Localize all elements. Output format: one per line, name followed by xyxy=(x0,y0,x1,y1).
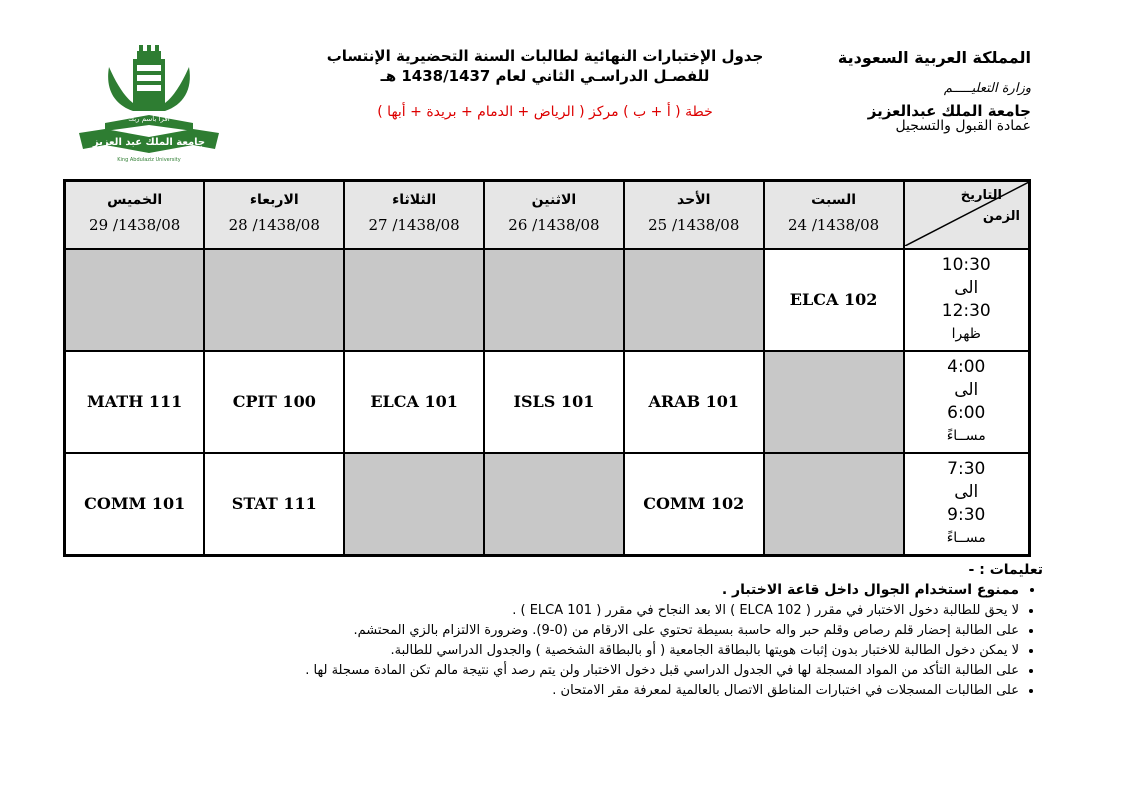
ministry-label: وزارة التعليـــــم xyxy=(943,81,1031,96)
day-name: الأحد xyxy=(677,192,711,208)
empty-cell xyxy=(484,249,624,351)
plan-line: خطة ( أ + ب ) مركز ( الرياض + الدمام + بريدة + أبها ) xyxy=(377,104,713,120)
day-name: الخميس xyxy=(107,192,163,208)
slot-to: الى xyxy=(954,379,979,400)
course-cell: COMM 101 xyxy=(65,453,205,556)
day-name: الاثنين xyxy=(531,192,577,208)
time-slot-cell xyxy=(904,453,1030,556)
day-name: الثلاثاء xyxy=(392,192,437,208)
empty-cell xyxy=(344,453,484,556)
instruction-item: • على الطالبة التأكد من المواد المسجلة لها في الجدول الدراسي قبل دخول الاختبار ولن يتم رصد أي نتيجة مالم تكن المادة مسجلة لها . xyxy=(83,663,1019,678)
document-title xyxy=(320,47,770,120)
logo-text: جامعة الملك عبد العزيز xyxy=(92,137,206,148)
empty-cell xyxy=(484,453,624,556)
header-row xyxy=(65,181,1030,250)
time-slot-cell xyxy=(904,351,1030,453)
time-axis-label: الزمن xyxy=(982,209,1020,224)
slot-period: مســاءً xyxy=(946,529,986,546)
day-header-thu xyxy=(65,181,205,250)
logo-motto: اقرأ باسم ربك xyxy=(128,115,170,123)
day-header-sat xyxy=(764,181,904,250)
empty-cell xyxy=(624,249,764,351)
slot-start: 4:00 xyxy=(947,356,986,377)
day-date: 1438/08/ 29 xyxy=(89,216,181,234)
course-cell: ARAB 101 xyxy=(624,351,764,453)
corner-cell xyxy=(904,181,1030,250)
day-header-mon xyxy=(484,181,624,250)
exam-schedule-table xyxy=(63,179,1031,557)
course-cell: COMM 102 xyxy=(624,453,764,556)
course-cell: ELCA 101 xyxy=(344,351,484,453)
university-label: جامعة الملك عبدالعزيز xyxy=(867,102,1031,120)
slot-end: 9:30 xyxy=(947,504,986,525)
slot-period: مســاءً xyxy=(946,427,986,444)
slot-to: الى xyxy=(954,277,979,298)
instructions-list xyxy=(83,582,1043,698)
course-cell: CPIT 100 xyxy=(204,351,344,453)
course-cell: STAT 111 xyxy=(204,453,344,556)
instructions-section xyxy=(83,562,1043,703)
ministry-block xyxy=(771,48,1031,134)
date-axis-label: التاريخ xyxy=(960,188,1002,203)
university-logo xyxy=(75,45,223,165)
day-header-wed xyxy=(204,181,344,250)
day-date: 1438/08/ 28 xyxy=(228,216,320,234)
instruction-item: • على الطالبات المسجلات في اختبارات المناطق الاتصال بالعالمية لمعرفة مقر الامتحان . xyxy=(83,683,1019,698)
course-cell: MATH 111 xyxy=(65,351,205,453)
empty-cell xyxy=(344,249,484,351)
day-header-sun xyxy=(624,181,764,250)
instruction-item: • لا يمكن دخول الطالبة للاختبار بدون إثبات هويتها بالبطاقة الجامعية ( أو بالبطاقة الشخصية ) والجدول الدراسي للطالبة. xyxy=(83,643,1019,658)
empty-cell xyxy=(764,453,904,556)
logo-english: King Abdulaziz University xyxy=(117,157,181,163)
slot-start: 7:30 xyxy=(947,458,986,479)
slot-period: ظهرا xyxy=(951,325,981,342)
title-line-1: جدول الإختبارات النهائية لطالبات السنة التحضيرية الإنتساب xyxy=(326,47,764,65)
time-slot-row xyxy=(65,453,1030,556)
slot-start: 10:30 xyxy=(941,254,991,275)
time-slot-row xyxy=(65,249,1030,351)
kingdom-label: المملكة العربية السعودية xyxy=(837,48,1031,67)
slot-to: الى xyxy=(954,481,979,502)
day-date: 1438/08/ 27 xyxy=(368,216,460,234)
day-header-tue xyxy=(344,181,484,250)
day-name: الاربعاء xyxy=(249,192,299,208)
instruction-item: • ممنوع استخدام الجوال داخل قاعة الاختبار . xyxy=(83,582,1019,598)
deanship-label: عمادة القبول والتسجيل xyxy=(895,118,1031,134)
day-date: 1438/08/ 24 xyxy=(787,216,880,234)
course-cell: ISLS 101 xyxy=(484,351,624,453)
slot-end: 12:30 xyxy=(941,300,991,321)
slot-end: 6:00 xyxy=(947,402,986,423)
title-line-2: للفصـل الدراسـي الثاني لعام 1438/1437 هـ xyxy=(380,67,710,85)
time-slot-row xyxy=(65,351,1030,453)
instructions-heading: تعليمات : - xyxy=(968,562,1043,578)
day-name: السبت xyxy=(811,192,856,208)
empty-cell xyxy=(764,351,904,453)
empty-cell xyxy=(65,249,205,351)
day-date: 1438/08/ 25 xyxy=(648,216,740,234)
instruction-item: • لا يحق للطالبة دخول الاختبار في مقرر ( ELCA 102 ) الا بعد النجاح في مقرر ( ELCA 101 ) . xyxy=(83,603,1019,618)
instruction-item: • على الطالبة إحضار قلم رصاص وقلم حبر واله حاسبة بسيطة تحتوي على الارقام من (0-9). وضرورة الالتزام بالزي المحتشم. xyxy=(83,623,1019,638)
time-slot-cell xyxy=(904,249,1030,351)
course-cell: ELCA 102 xyxy=(764,249,904,351)
empty-cell xyxy=(204,249,344,351)
day-date: 1438/08/ 26 xyxy=(508,216,600,234)
